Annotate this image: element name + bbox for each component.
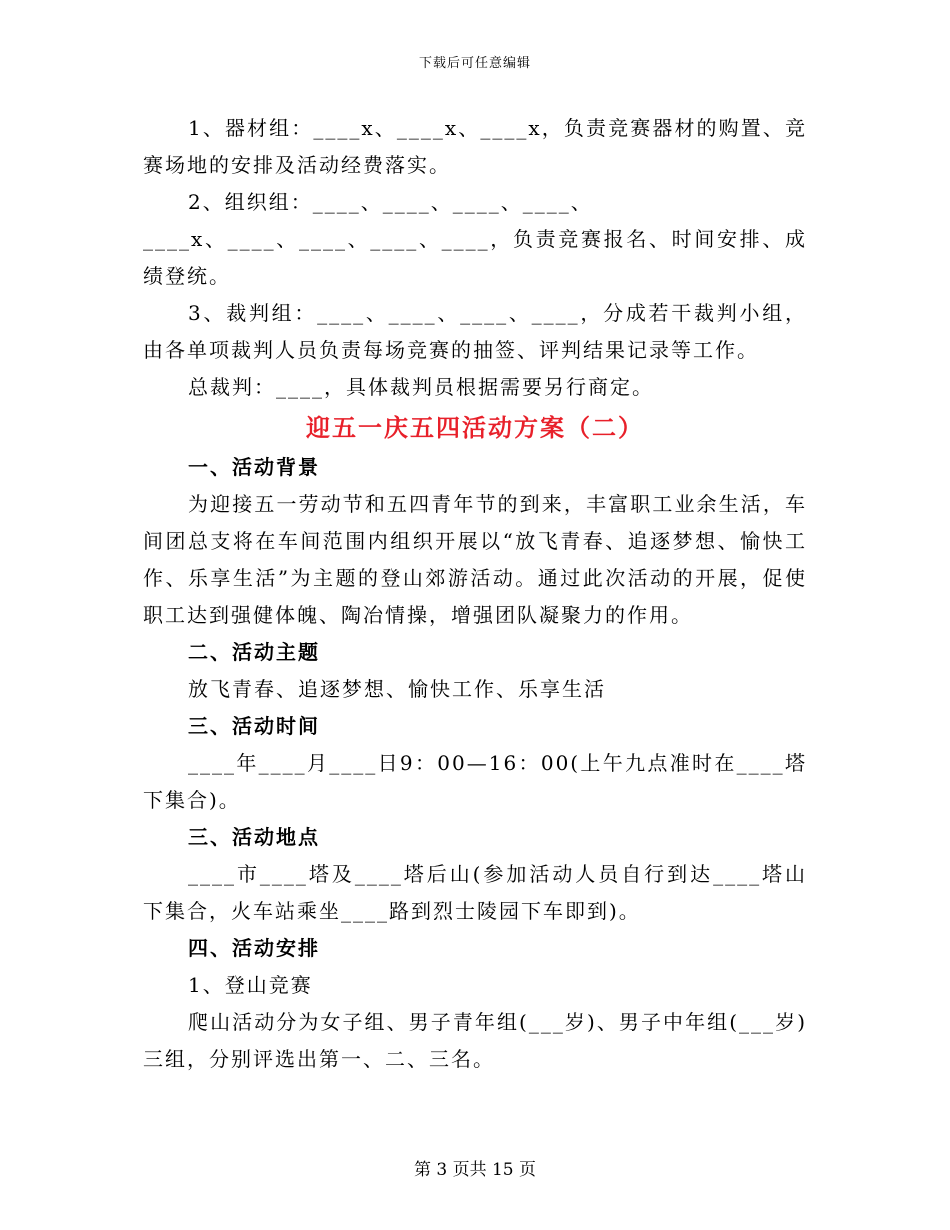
section-heading-arrangement: 四、活动安排: [188, 936, 320, 960]
section-subheading-climbing: 1、登山竞赛: [188, 973, 313, 997]
section-heading-theme: 二、活动主题: [188, 640, 320, 664]
section-heading-time: 三、活动时间: [188, 714, 320, 738]
section-text-location: ____市____塔及____塔后山(参加活动人员自行到达____塔山下集合，火车站乘坐____路到烈士陵园下车即到)。: [143, 862, 807, 923]
paragraph-chief-referee: 总裁判：____，具体裁判员根据需要另行商定。: [188, 375, 654, 399]
section-text-climbing: 爬山活动分为女子组、男子青年组(___岁)、男子中年组(___岁)三组，分别评选出第一、二、三名。: [143, 1010, 807, 1071]
document-body: [143, 110, 807, 1078]
section-heading-background: 一、活动背景: [188, 455, 320, 479]
page-header: 下载后可任意编辑: [418, 56, 531, 71]
paragraph-referee-group: 3、裁判组：____、____、____、____，分成若干裁判小组，由各单项裁判人员负责每场竞赛的抽签、评判结果记录等工作。: [143, 301, 807, 362]
section-text-time: ____年____月____日9：00—16：00(上午九点准时在____塔下集合)。: [143, 751, 807, 812]
paragraph-organization-group: 2、组织组：____、____、____、____、: [188, 190, 593, 214]
paragraph-equipment-group: 1、器材组：____x、____x、____x，负责竞赛器材的购置、竞赛场地的安排及活动经费落实。: [143, 116, 807, 177]
section-text-background: 为迎接五一劳动节和五四青年节的到来，丰富职工业余生活，车间团总支将在车间范围内组织开展以“放飞青春、追逐梦想、愉快工作、乐享生活”为主题的登山郊游活动。通过此次活动的开展，促使职工达到强健体魄、陶冶情操，增强团队凝聚力的作用。: [143, 492, 807, 627]
section-text-theme: 放飞青春、追逐梦想、愉快工作、乐享生活: [188, 677, 606, 701]
section-heading-location: 三、活动地点: [188, 825, 320, 849]
paragraph-organization-group-continued: ____x、____、____、____、____，负责竞赛报名、时间安排、成绩登统。: [143, 227, 807, 288]
page-footer: 第 3 页共 15 页: [413, 1160, 537, 1180]
document-title: 迎五一庆五四活动方案（二）: [306, 414, 644, 442]
